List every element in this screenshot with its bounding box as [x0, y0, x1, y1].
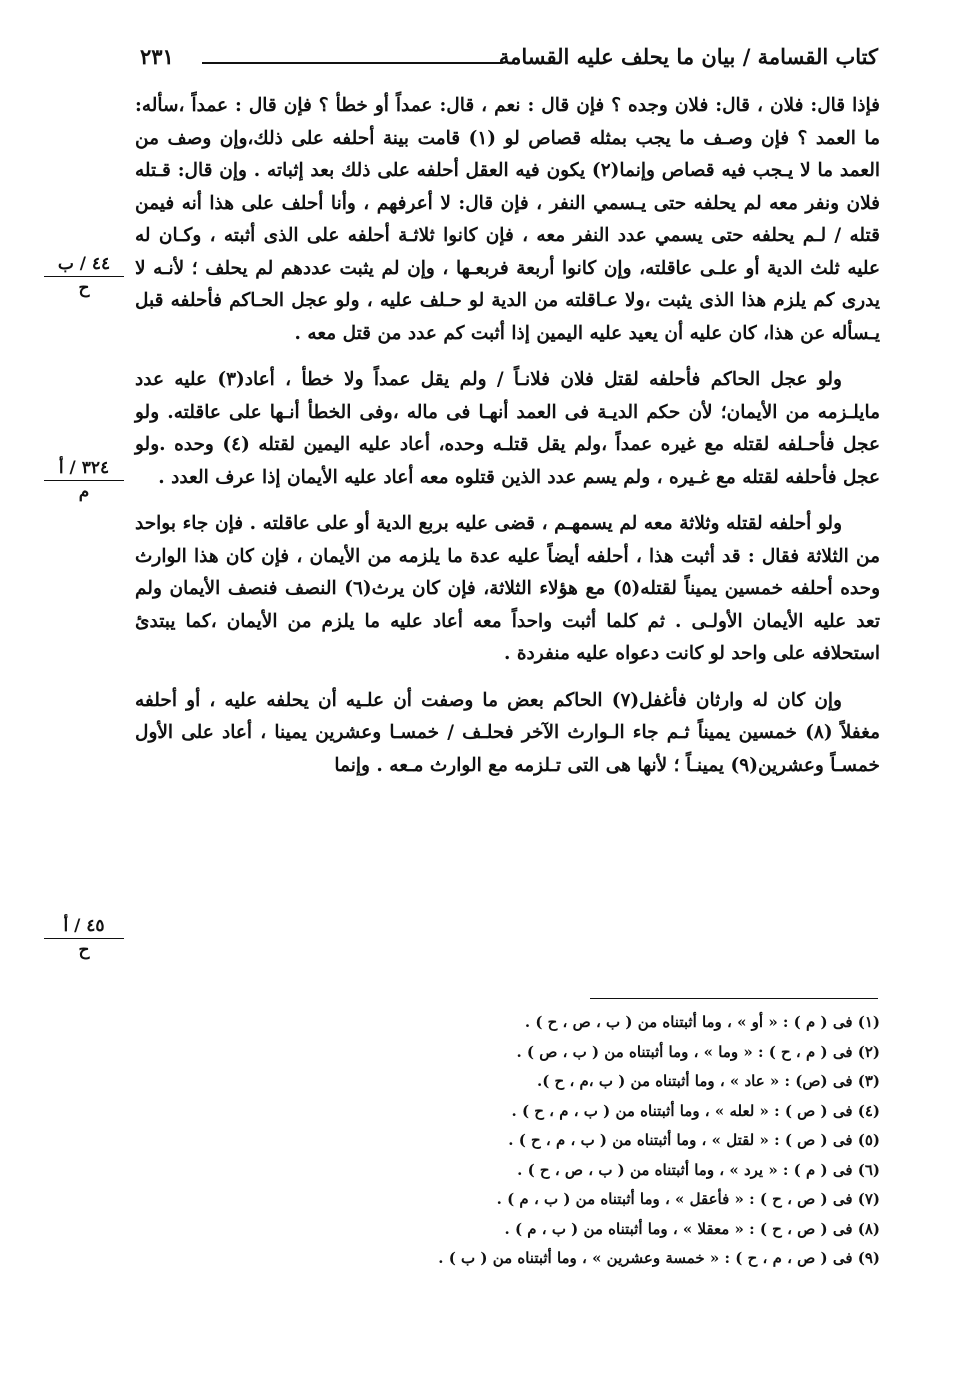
margin-note-siglum: ح — [78, 278, 90, 298]
footnote: (٥) فى ( ص ) : « لقتل » ، وما أثبتناه من ( ب ، م ، ح ) . — [508, 1131, 880, 1149]
footnotes — [380, 1008, 880, 1274]
footnote: (١) فى ( م ) : « أو » ، وما أثبتناه من ( ب ، ص ، ح ) . — [524, 1013, 880, 1031]
running-title: كتاب القسامة / بيان ما يحلف عليه القسامة — [498, 44, 878, 69]
main-text — [135, 90, 880, 796]
footnote: (٣) فى (ص) : « عاد » ، وما أثبتناه من ( ب ،م ، ح ). — [537, 1072, 880, 1090]
paragraph: ولو أحلفه لقتله وثلاثة معه لم يسمهـم ، قضى عليه بربع الدية أو على عاقلته . فإن جاء بواحد من الثلاثة فقال : قد أثبت هذا ، أحلفه أيضاً عليه عدة ما يلزمه من الأيمان ، فإن كان هذا الوارث وحده أحلفه خمسين يميناً لقتله(٥) مع هؤلاء الثلاثة، فإن كان يرث(٦) النصف فنصف الأيمان ولم تعد عليه الأيمان الأولـى . ثم كلما أثبت واحداً معه أعاد عليه ما يلزم من الأيمان ،كما يبتدئ استحلافه على واحد لو كانت دعواه عليه منفردة . — [135, 513, 881, 664]
footnote: (٢) فى ( م ، ح ) : « وما » ، وما أثبتناه من ( ب ، ص ) . — [516, 1042, 880, 1061]
footnote: (٨) فى ( ص ، ح ) : « معقلا » ، وما أثبتناه من ( ب ، م ) . — [504, 1219, 880, 1238]
footnote: (٩) فى ( ص ، م ، ح ) : « خمسة وعشرين » ، وما أثبتناه من ( ب ) . — [438, 1249, 880, 1267]
margin-note-siglum: ح — [78, 940, 90, 960]
page-number: ٢٣١ — [140, 44, 174, 69]
header-rule — [202, 62, 503, 64]
margin-note-folio: ٤٤ / ب — [44, 253, 124, 277]
margin-note — [44, 253, 124, 299]
margin-note-siglum: م — [78, 482, 90, 502]
footnote-rule — [590, 998, 878, 999]
margin-note — [44, 915, 124, 961]
margin-note-folio: ٣٢٤ / أ — [44, 457, 124, 481]
paragraph: وإن كان له وارثان فأغفل(٧) الحاكم بعض ما وصفت أن علـيه أن يحلفه عليه ، أو أحلفه مغفلاً (٨) خمسين يميناً ثـم جاء الـوارث الآخر فحلـف / خمسـا وعشرين يمينا ، أعاد على الأول خمسـاً وعشرين(٩) يمينـاً ؛ لأنها هى التى تـلزمه مع الوارث مـعه . وإنما — [135, 689, 880, 776]
page-header — [140, 40, 878, 76]
footnote: (٤) فى ( ص ) : « لعله » ، وما أثبتناه من ( ب ، م ، ح ) . — [511, 1101, 880, 1120]
paragraph: ولو عجل الحاكم فأحلفه لقتل فلان فلانـاً / ولم يقل عمداً ولا خطأ ، أعاد(٣) عليه عدد مايلـزمه من الأيمان؛ لأن حكم الديـة فى العمد أنهـا فى ماله ،وفى الخطأ أنـها على عاقلته. ولو عجل فأحـلفه لقتله مع غيره عمداً ،ولم يقل قتلـه وحده، أعاد عليه اليمين لقتله (٤) وحده .ولو عجل فأحلفه لقتله مع غـيره ، ولم يسم عدد الذين قتلوه معه أعاد عليه الأيمان إذا عرف العدد . — [135, 369, 880, 488]
footnote: (٦) فى ( م ) : « يرد » ، وما أثبتناه من ( ب ، ص ، ح ) . — [517, 1160, 880, 1179]
footnote: (٧) فى ( ص ، ح ) : « فأعقل » ، وما أثبتناه من ( ب ، م ) . — [496, 1190, 880, 1208]
margin-note — [44, 457, 124, 503]
paragraph: فإذا قال: فلان ، قال: فلان وجده ؟ فإن قال : نعم ، قال: عمداً أو خطأ ؟ فإن قال : عمداً ،سأله: ما العمد ؟ فإن وصـف ما يجب بمثله قصاص لو (١) قامت بينة أحلفه على ذلك،وإن وصف من العمد ما لا يـجب فيه قصاص وإنما(٢) يكون فيه العقل أحلفه على ذلك بعد إثباته . وإن قال: قـتله فلان ونفر معه لم يحلفه حتى يـسمي النفر ، فإن قال: لا أعرفهم ، وأنا أحلف على هذا أنه فيمن قتله / لـم يحلفه حتى يسمي عدد النفر معه ، فإن كانوا ثلاثـة أحلفه على الذى أثبته ، وكـان له عليه ثلث الدية أو علـى عاقلته، وإن كانوا أربعة فربعـها ، وإن لم يثبت عددهم لم يحلف ؛ لأنـه لا يدرى كم يلزم هذا الذى يثبت ،ولا عـاقلته من الدية لو حـلف عليه ، ولو عجل الحـاكم فأحلفه قبل يـسأله عن هذا، كان عليه أن يعيد عليه اليمين إذا أثبت كم عدد من قتل معه . — [135, 95, 880, 344]
margin-note-folio: ٤٥ / أ — [44, 915, 124, 939]
